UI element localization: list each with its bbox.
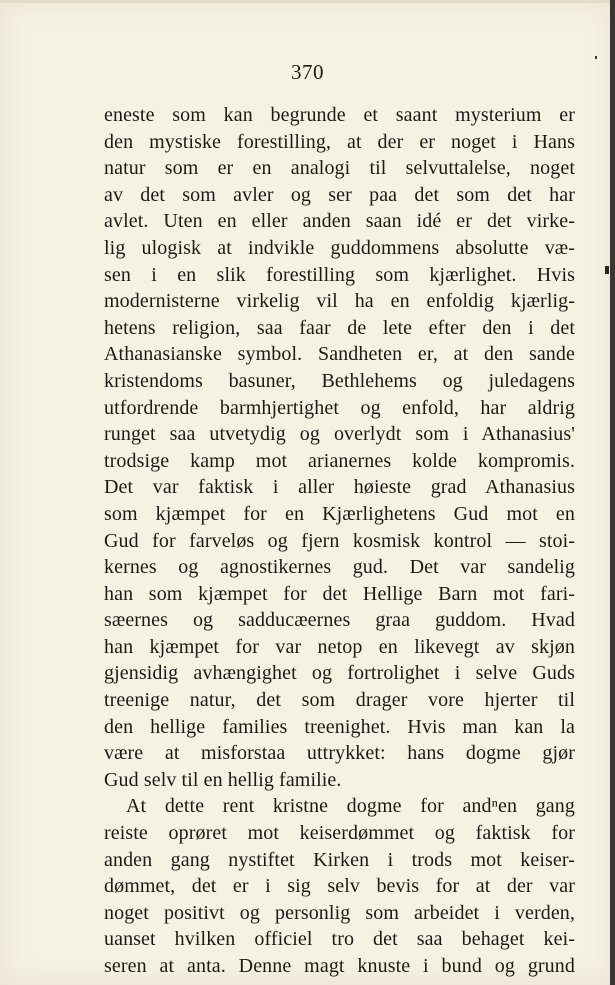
- text-line: modernisterne virkelig vil ha en enfoldig kjærlig-: [104, 290, 575, 313]
- text-line: være at misforstaa uttrykket: hans dogme gjør: [104, 742, 575, 765]
- text-line: uanset hvilken officiel tro det saa behaget kei-: [104, 928, 575, 951]
- text-line: dømmet, det er i sig selv bevis for at der var: [104, 875, 575, 898]
- text-line: sen i en slik forestilling som kjærlighet. Hvis: [104, 263, 575, 286]
- text-line: kristendoms basuner, Bethlehems og juledagens: [104, 369, 575, 392]
- margin-mark: [605, 266, 609, 274]
- text-line-paragraph-start: At dette rent kristne dogme for andⁿen gang: [126, 795, 575, 818]
- text-line: han som kjæmpet for det Hellige Barn mot fari-: [104, 582, 575, 605]
- text-line: reiste oprøret mot keiserdømmet og faktisk for: [104, 822, 575, 845]
- text-line: utfordrende barmhjertighet og enfold, har aldrig: [104, 396, 575, 419]
- text-line: avlet. Uten en eller anden saan idé er det virke-: [104, 210, 575, 233]
- text-line-paragraph-end: Gud selv til en hellig familie.: [104, 768, 342, 791]
- text-line: hetens religion, saa faar de lete efter den i det: [104, 316, 575, 339]
- text-line: trodsige kamp mot arianernes kolde kompromis.: [104, 449, 575, 472]
- text-line: han kjæmpet for var netop en likevegt av skjøn: [104, 635, 575, 658]
- page-right-edge: [610, 0, 615, 985]
- page-number: 370: [291, 60, 324, 84]
- text-line: treenige natur, det som drager vore hjerter til: [104, 689, 575, 712]
- text-line: seren at anta. Denne magt knuste i bund og grund: [104, 955, 575, 977]
- text-line: anden gang nystiftet Kirken i trods mot keiser-: [104, 848, 575, 871]
- text-line: noget positivt og personlig som arbeidet i verden,: [104, 901, 575, 924]
- text-line: eneste som kan begrunde et saant mysterium er: [104, 104, 575, 126]
- text-line: runget saa utvetydig og overlydt som i Athanasius': [104, 423, 575, 446]
- text-line: kernes og agnostikernes gud. Det var sandelig: [104, 556, 575, 579]
- text-line: lig ulogisk at indvikle guddommens absolutte væ-: [104, 236, 575, 259]
- text-line: natur som er en analogi til selvuttalelse, noget: [104, 157, 575, 180]
- text-line: den hellige families treenighet. Hvis man kan la: [104, 715, 575, 738]
- text-line: sæernes og sadducæernes graa guddom. Hvad: [104, 609, 575, 632]
- text-line: av det som avler og ser paa det som det har: [104, 183, 575, 206]
- page-speck: [595, 56, 597, 59]
- text-line: som kjæmpet for en Kjærlighetens Gud mot en: [104, 502, 575, 525]
- text-line: gjensidig avhængighet og fortrolighet i selve Guds: [104, 662, 575, 685]
- text-line: Det var faktisk i aller høieste grad Athanasius: [104, 476, 575, 499]
- text-line: Gud for farveløs og fjern kosmisk kontrol — stoi-: [104, 529, 575, 552]
- body-text: [104, 102, 575, 980]
- text-line: Athanasianske symbol. Sandheten er, at den sande: [104, 343, 575, 366]
- page-top-edge: [0, 0, 615, 3]
- text-line: den mystiske forestilling, at der er noget i Hans: [104, 130, 575, 153]
